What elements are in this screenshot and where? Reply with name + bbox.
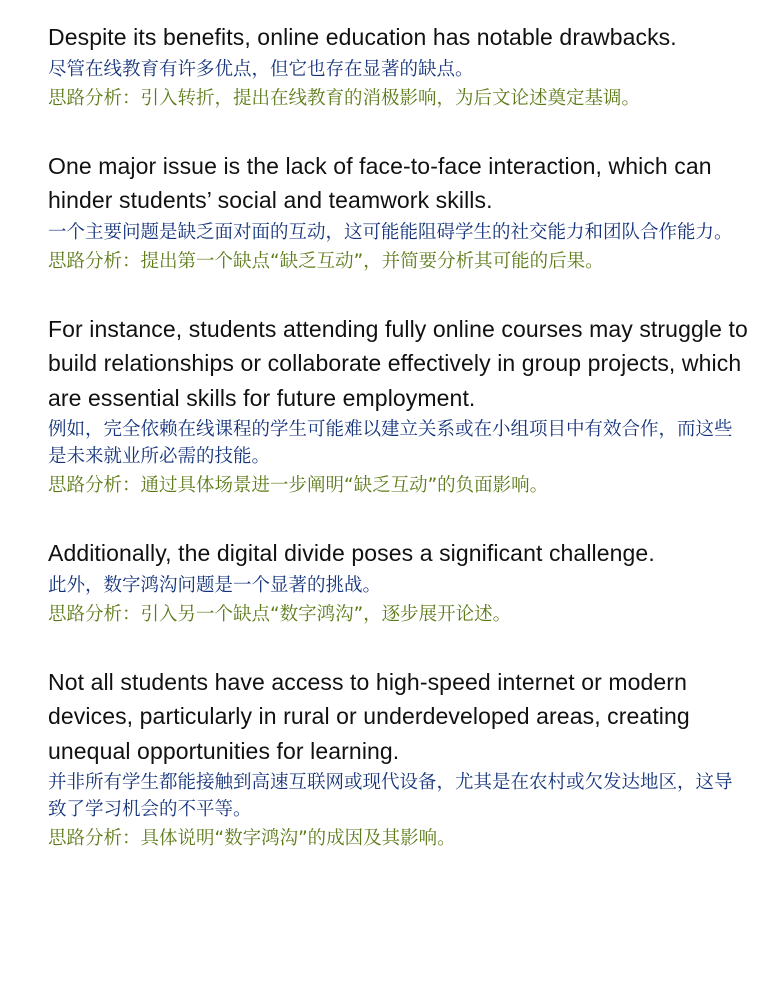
analysis-note: 思路分析：提出第一个缺点“缺乏互动”，并简要分析其可能的后果。 xyxy=(48,250,604,272)
analysis-note: 思路分析：引入转折，提出在线教育的消极影响，为后文论述奠定基调。 xyxy=(48,87,641,109)
document-body xyxy=(48,20,748,852)
english-sentence: Not all students have access to high-speed internet or modern devices, particularly in rural or underdeveloped areas, creating unequal opportunities for learning. xyxy=(48,668,690,764)
paragraph-block-5 xyxy=(48,665,748,853)
analysis-note: 思路分析：通过具体场景进一步阐明“缺乏互动”的负面影响。 xyxy=(48,475,549,496)
chinese-translation: 并非所有学生都能接触到高速互联网或现代设备，尤其是在农村或欠发达地区，这导致了学习机会的不平等。 xyxy=(48,772,733,820)
chinese-translation: 此外，数字鸿沟问题是一个显著的挑战。 xyxy=(48,574,382,596)
english-sentence: Despite its benefits, online education has notable drawbacks. xyxy=(48,24,677,50)
paragraph-block-3 xyxy=(48,312,748,500)
paragraph-block-2 xyxy=(48,149,748,275)
analysis-note: 思路分析：引入另一个缺点“数字鸿沟”，逐步展开论述。 xyxy=(48,603,512,625)
chinese-translation: 例如，完全依赖在线课程的学生可能难以建立关系或在小组项目中有效合作，而这些是未来就业所必需的技能。 xyxy=(48,419,733,467)
paragraph-block-4 xyxy=(48,536,748,628)
paragraph-spacer xyxy=(48,499,748,536)
english-sentence: One major issue is the lack of face-to-face interaction, which can hinder students’ social and teamwork skills. xyxy=(48,152,712,213)
paragraph-block-1 xyxy=(48,20,748,112)
paragraph-spacer xyxy=(48,628,748,665)
paragraph-spacer xyxy=(48,275,748,312)
chinese-translation: 尽管在线教育有许多优点，但它也存在显著的缺点。 xyxy=(48,58,474,80)
english-sentence: Additionally, the digital divide poses a significant challenge. xyxy=(48,540,655,566)
analysis-note: 思路分析：具体说明“数字鸿沟”的成因及其影响。 xyxy=(48,828,456,849)
paragraph-spacer xyxy=(48,112,748,149)
chinese-translation: 一个主要问题是缺乏面对面的互动，这可能能阻碍学生的社交能力和团队合作能力。 xyxy=(48,221,733,243)
english-sentence: For instance, students attending fully online courses may struggle to build relationships or collaborate effectively in group projects, which are essential skills for future employment. xyxy=(48,315,748,411)
